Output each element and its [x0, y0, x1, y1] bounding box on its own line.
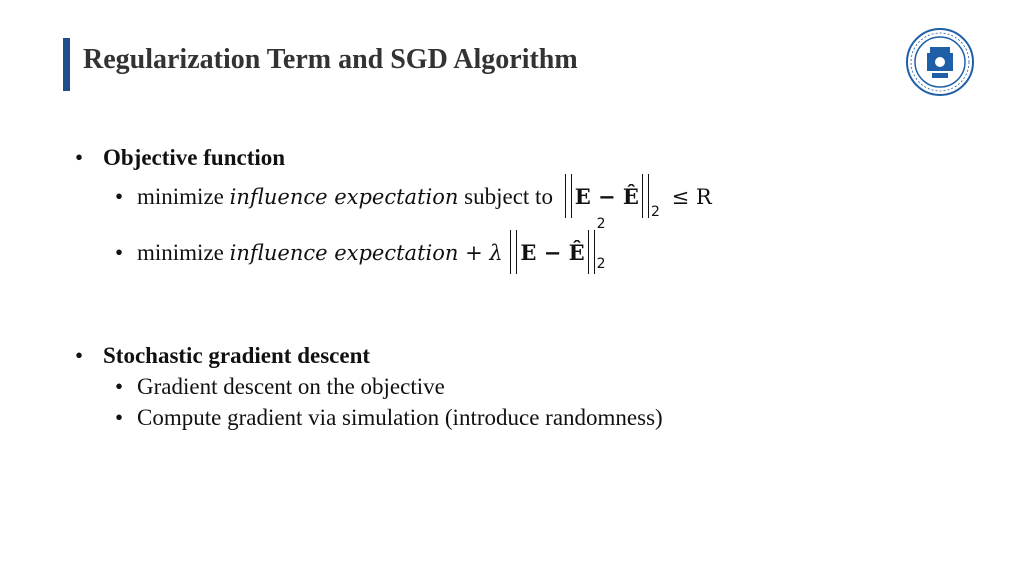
bullet-dot: •	[115, 184, 124, 209]
bullet-dot: •	[115, 240, 124, 265]
list-item-constraint	[115, 184, 712, 220]
math-relation: ≤ R	[671, 185, 712, 209]
norm-exponents	[596, 216, 613, 272]
section-heading-objective	[75, 145, 285, 171]
norm-body: E − Ê	[520, 240, 585, 265]
item-connector: subject to	[464, 184, 553, 209]
bullet-dot: •	[115, 374, 124, 399]
item-prefix: minimize	[137, 184, 224, 209]
list-item-penalty	[115, 216, 613, 272]
title-accent-bar	[63, 38, 70, 91]
norm-subscript: 2	[650, 204, 660, 220]
bullet-dot: •	[115, 405, 124, 430]
math-expression: influence expectation	[229, 185, 459, 209]
norm-superscript: 2	[596, 216, 606, 232]
norm-expression	[569, 184, 645, 210]
list-item	[115, 405, 663, 431]
norm-body: E − Ê	[574, 184, 639, 209]
heading-text: Stochastic gradient descent	[103, 343, 371, 368]
item-text: Gradient descent on the objective	[137, 374, 445, 399]
item-prefix: minimize	[137, 240, 224, 265]
university-seal-icon	[905, 27, 975, 97]
item-text: Compute gradient via simulation (introduce randomness)	[137, 405, 663, 430]
math-expression: influence expectation + λ	[229, 241, 503, 265]
bullet-dot: •	[75, 343, 84, 368]
list-item	[115, 374, 445, 400]
section-heading-sgd	[75, 343, 370, 369]
norm-subscript: 2	[596, 256, 606, 272]
slide-title: Regularization Term and SGD Algorithm	[83, 44, 578, 75]
heading-text: Objective function	[103, 145, 286, 170]
bullet-dot: •	[75, 145, 84, 170]
norm-expression	[514, 240, 590, 266]
